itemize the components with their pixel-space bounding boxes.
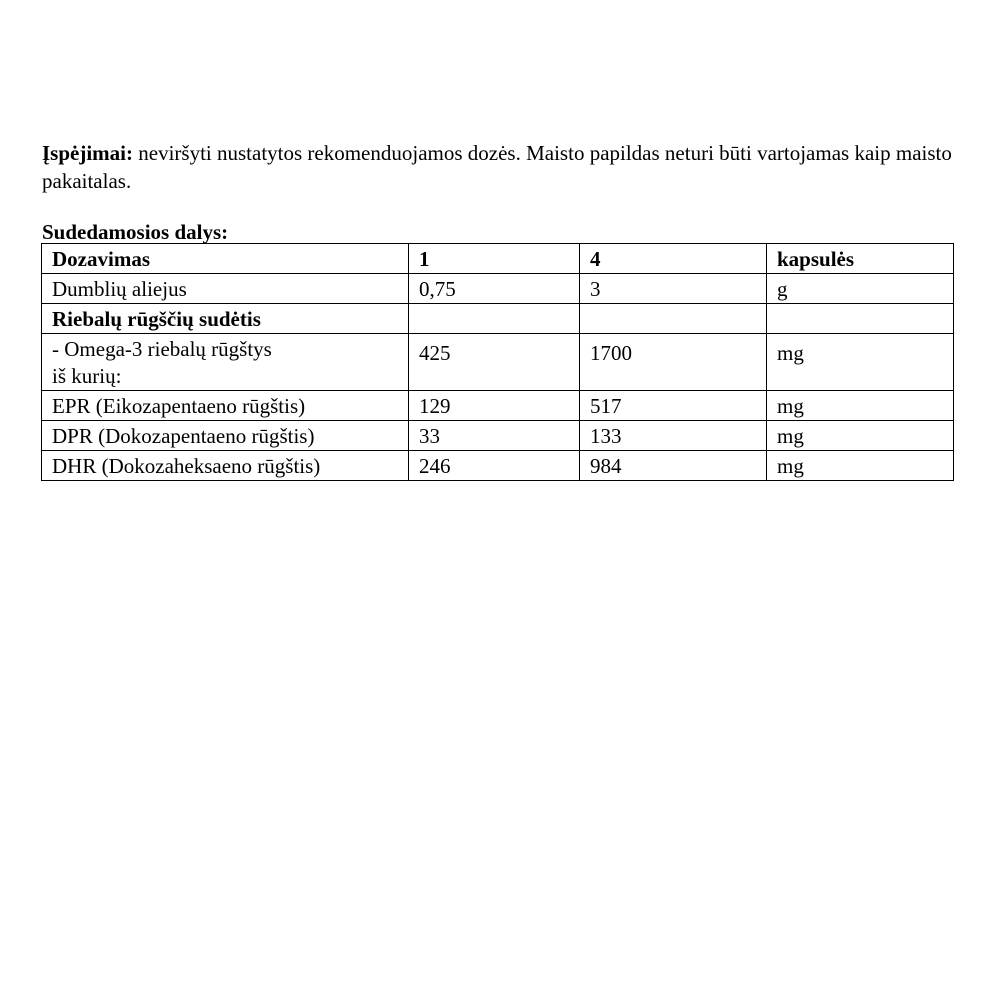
warning-label: Įspėjimai: [42,141,133,165]
row-unit: mg [767,391,954,421]
row-name-line-1: - Omega-3 riebalų rūgštys [52,337,272,361]
row-value-1: 246 [409,451,580,481]
row-name-line-2: iš kurių: [52,364,122,388]
header-dose-1: 1 [409,244,580,274]
header-unit: kapsulės [767,244,954,274]
row-value-4 [580,304,767,334]
table-row [42,334,954,391]
row-name: DHR (Dokozaheksaeno rūgštis) [42,451,409,481]
warning-text: neviršyti nustatytos rekomenduojamos dozės. Maisto papildas neturi būti vartojamas kaip maisto pakaitalas. [42,141,952,193]
row-name [42,334,409,391]
row-name: Riebalų rūgščių sudėtis [42,304,409,334]
table-row [42,421,954,451]
row-value-4: 984 [580,451,767,481]
row-value-1: 425 [409,334,580,391]
row-value-4: 3 [580,274,767,304]
row-value-1 [409,304,580,334]
row-value-1: 0,75 [409,274,580,304]
row-unit: g [767,274,954,304]
ingredients-title: Sudedamosios dalys: [42,220,229,244]
table-row [42,391,954,421]
header-dosage: Dozavimas [42,244,409,274]
row-name: EPR (Eikozapentaeno rūgštis) [42,391,409,421]
header-dose-4: 4 [580,244,767,274]
row-value-4: 517 [580,391,767,421]
row-value-4: 1700 [580,334,767,391]
table-row [42,451,954,481]
warning-paragraph [42,139,962,195]
row-name: Dumblių aliejus [42,274,409,304]
row-unit: mg [767,334,954,391]
row-value-4: 133 [580,421,767,451]
row-unit [767,304,954,334]
table-row [42,274,954,304]
row-name: DPR (Dokozapentaeno rūgštis) [42,421,409,451]
row-value-1: 129 [409,391,580,421]
ingredients-table [41,243,954,481]
row-value-1: 33 [409,421,580,451]
table-header-row [42,244,954,274]
table-row-subheading [42,304,954,334]
row-unit: mg [767,421,954,451]
row-unit: mg [767,451,954,481]
